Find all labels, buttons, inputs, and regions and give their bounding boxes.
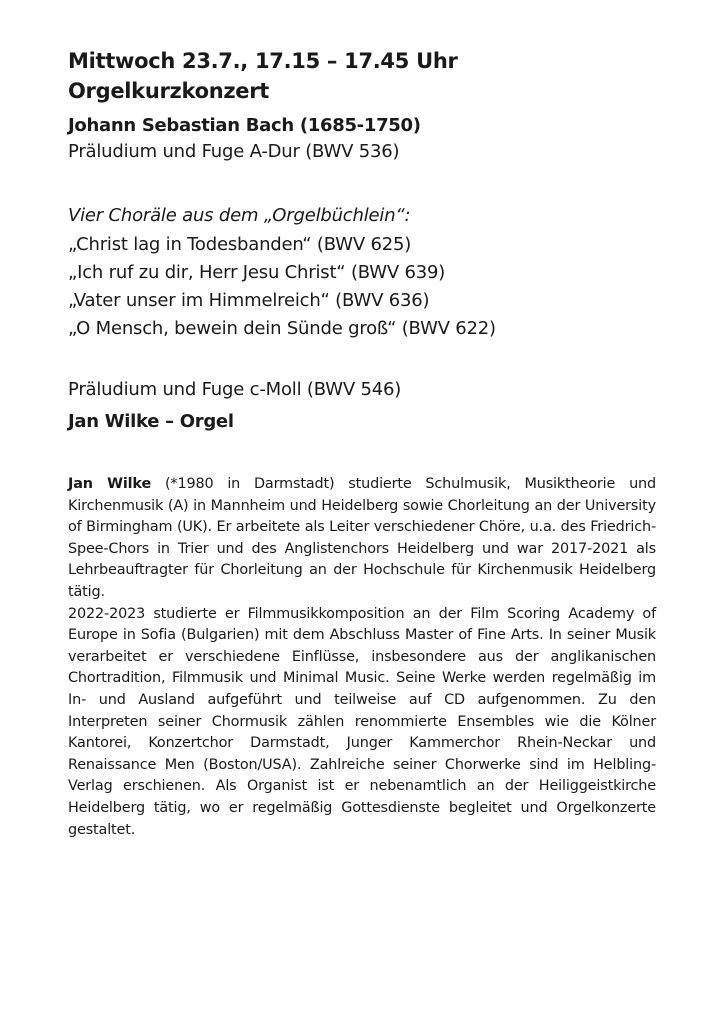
chorale-item: „Christ lag in Todesbanden“ (BWV 625) <box>68 234 412 255</box>
concert-date-line: Mittwoch 23.7., 17.15 – 17.45 Uhr <box>68 49 458 73</box>
chorale-list <box>68 231 658 343</box>
program-section <box>68 46 658 435</box>
bio-paragraph-1 <box>68 474 656 604</box>
chorale-item: „O Mensch, bewein dein Sünde groß“ (BWV 622) <box>68 318 496 339</box>
performer-credit: Jan Wilke – Orgel <box>68 411 234 432</box>
spacer <box>68 165 658 203</box>
bio-paragraph-1-text: (*1980 in Darmstadt) studierte Schulmusik, Musiktheorie und Kirchenmusik (A) in Mannheim und Heidelberg sowie Chorleitung an der University of Birmingham (UK). Er arbeitete als Leiter verschiedener Chöre, u.a. des Friedrich-Spee-Chors in Trier und des Anglistenchors Heidelberg und war 2017-2021 als Lehrbeauftragter für Chorleitung an der Hochschule für Kirchenmusik Heidelberg tätig. <box>68 476 656 600</box>
biography <box>68 474 656 841</box>
concert-title: Orgelkurzkonzert <box>68 79 270 103</box>
bio-paragraph-2: 2022-2023 studierte er Filmmusikkomposition an der Film Scoring Academy of Europe in Sofia (Bulgarien) mit dem Abschluss Master of Fine Arts. In seiner Musik verarbeitet er verschiedene Einflüsse, insbesondere aus der anglikanischen Chortradition, Filmmusik und Minimal Music. Seine Werke werden regelmäßig im In- und Ausland aufgeführt und teilweise auf CD aufgenommen. Zu den Interpreten seiner Chormusik zählen renommierte Ensembles wie die Kölner Kantorei, Konzertchor Darmstadt, Junger Kammerchor Rhein-Neckar und Renaissance Men (Boston/USA). Zahlreiche seiner Chorwerke sind im Helbling-Verlag erschienen. Als Organist ist er nebenamtlich an der Heiliggeistkirche Heidelberg tätig, wo er regelmäßig Gottesdienste begleitet und Orgelkonzerte gestaltet. <box>68 605 656 838</box>
chorale-item: „Ich ruf zu dir, Herr Jesu Christ“ (BWV 639) <box>68 262 446 283</box>
bio-name: Jan Wilke <box>68 476 152 492</box>
chorale-heading: Vier Choräle aus dem „Orgelbüchlein“: <box>68 205 411 226</box>
chorale-item: „Vater unser im Himmelreich“ (BWV 636) <box>68 290 430 311</box>
spacer <box>68 343 658 377</box>
work-prelude-fugue-c-minor: Präludium und Fuge c-Moll (BWV 546) <box>68 379 402 400</box>
composer-name: Johann Sebastian Bach (1685-1750) <box>68 115 421 136</box>
work-prelude-fugue-a-major: Präludium und Fuge A-Dur (BWV 536) <box>68 141 400 162</box>
